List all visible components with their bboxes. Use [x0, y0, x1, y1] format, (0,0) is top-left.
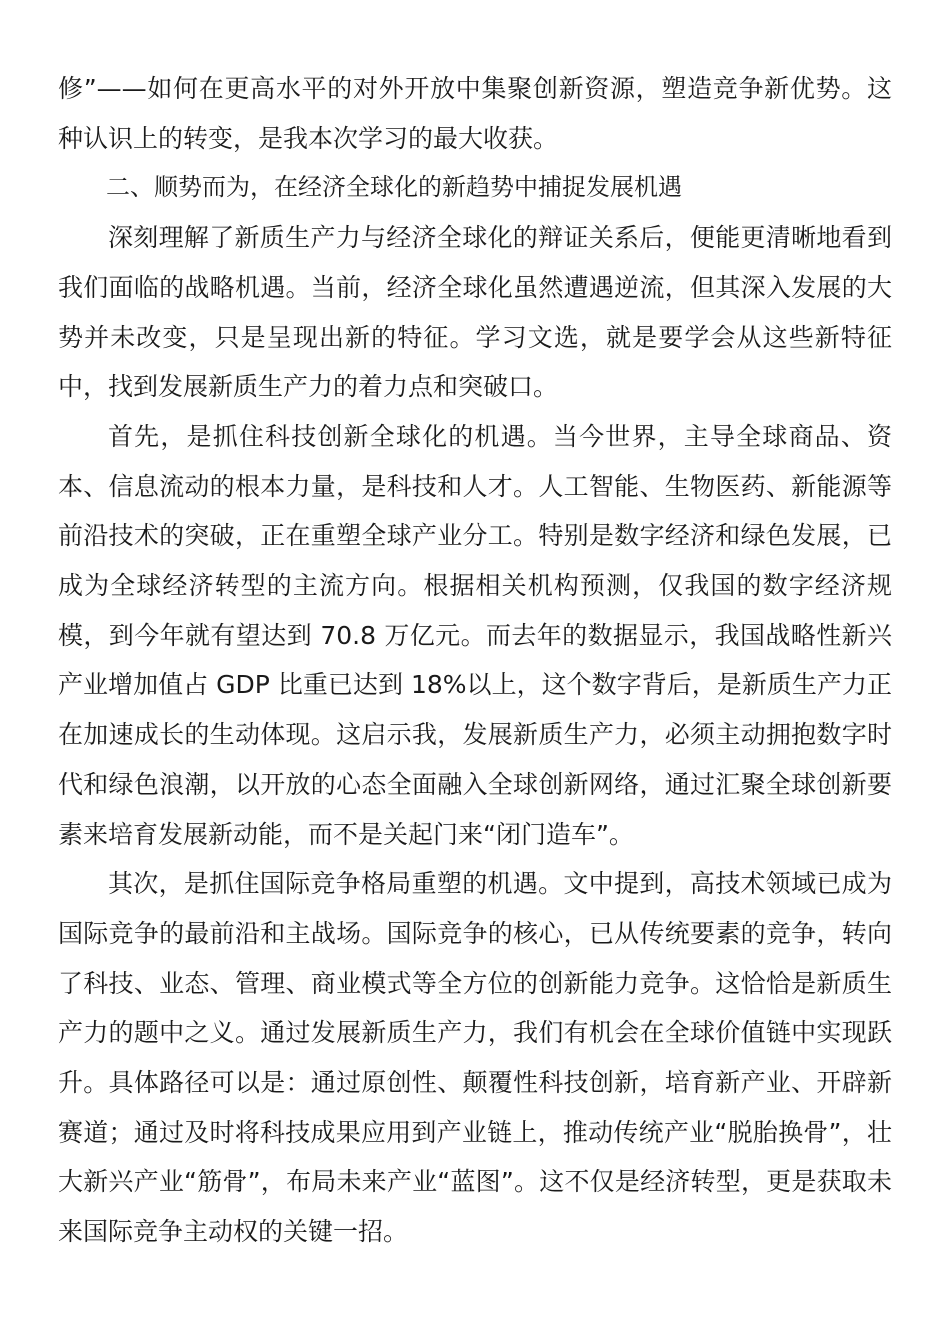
- paragraph-body: 首先，是抓住科技创新全球化的机遇。当今世界，主导全球商品、资本、信息流动的根本力量，是科技和人才。人工智能、生物医药、新能源等前沿技术的突破，正在重塑全球产业分工。特别是数字经济和绿色发展，已成为全球经济转型的主流方向。根据相关机构预测，仅我国的数字经济规模，到今年就有望达到 70.8 万亿元。而去年的数据显示，我国战略性新兴产业增加值占 GDP 比重已达到 18%以上，这个数字背后，是新质生产力正在加速成长的生动体现。这启示我，发展新质生产力，必须主动拥抱数字时代和绿色浪潮，以开放的心态全面融入全球创新网络，通过汇聚全球创新要素来培育发展新动能，而不是关起门来“闭门造车”。: [58, 421, 892, 849]
- document-page: [58, 64, 892, 1257]
- section-heading: 二、顺势而为，在经济全球化的新趋势中捕捉发展机遇: [106, 173, 682, 202]
- paragraph-body: 其次，是抓住国际竞争格局重塑的机遇。文中提到，高技术领域已成为国际竞争的最前沿和主战场。国际竞争的核心，已从传统要素的竞争，转向了科技、业态、管理、商业模式等全方位的创新能力竞争。这恰恰是新质生产力的题中之义。通过发展新质生产力，我们有机会在全球价值链中实现跃升。具体路径可以是：通过原创性、颠覆性科技创新，培育新产业、开辟新赛道；通过及时将科技成果应用到产业链上，推动传统产业“脱胎换骨”，壮大新兴产业“筋骨”，布局未来产业“蓝图”。这不仅是经济转型，更是获取未来国际竞争主动权的关键一招。: [58, 869, 892, 1247]
- paragraph-body: 深刻理解了新质生产力与经济全球化的辩证关系后，便能更清晰地看到我们面临的战略机遇。当前，经济全球化虽然遭遇逆流，但其深入发展的大势并未改变，只是呈现出新的特征。学习文选，就是要学会从这些新特征中，找到发展新质生产力的着力点和突破口。: [58, 223, 892, 402]
- paragraph-continued: 修”——如何在更高水平的对外开放中集聚创新资源，塑造竞争新优势。这种认识上的转变，是我本次学习的最大收获。: [58, 74, 892, 153]
